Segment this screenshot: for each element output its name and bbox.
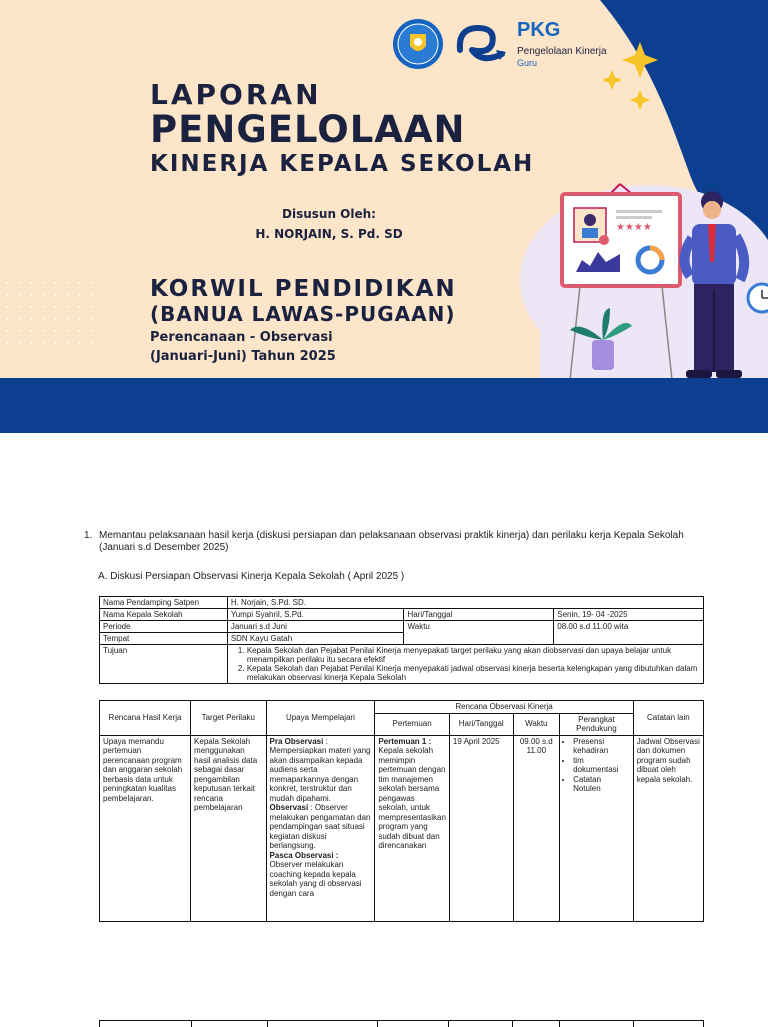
- header-hari-tanggal: Hari/Tanggal: [449, 713, 513, 735]
- tempat-label: Tempat: [100, 633, 228, 645]
- waktu-value: 08.00 s.d 11.00 wita: [554, 621, 704, 645]
- title-line-3: KINERJA KEPALA SEKOLAH: [150, 151, 535, 177]
- plan-table: [99, 700, 704, 922]
- header-rencana-observasi: Rencana Observasi Kinerja: [375, 701, 633, 714]
- cell-pertemuan: [375, 735, 450, 921]
- presentation-illustration: [540, 180, 768, 385]
- hari-value: Senin, 19- 04 -2025: [554, 609, 704, 621]
- hari-label: Hari/Tanggal: [404, 609, 554, 621]
- item-1-number: 1.: [84, 530, 93, 541]
- cell-waktu: 09.00 s.d 11.00: [513, 735, 560, 921]
- org-line-2: (BANUA LAWAS-PUGAAN): [150, 302, 456, 326]
- tujuan-item: 2. Kepala Sekolah dan Pejabat Penilai Kinerja menyepakati jadwal observasi kinerja beserta kelengkapan yang dibutuhkan dalam melakukan observasi kinerja Kepala Sekolah: [247, 664, 700, 682]
- cell-catatan: Jadwal Observasi dan dokumen program sudah dibuat oleh kepala sekolah.: [633, 735, 703, 921]
- header-pertemuan: Pertemuan: [375, 713, 450, 735]
- svg-text:★★★★: ★★★★: [616, 222, 652, 233]
- waktu-label: Waktu: [404, 621, 554, 645]
- header-target: Target Perilaku: [191, 701, 266, 736]
- item-1: [84, 530, 696, 554]
- perangkat-item: • Catatan Notulen: [573, 775, 630, 794]
- header-upaya: Upaya Mempelajari: [266, 701, 375, 736]
- cover-bottom-band: [0, 378, 768, 433]
- tut-wuri-handayani-logo: [392, 18, 444, 70]
- cell-tanggal: 19 April 2025: [449, 735, 513, 921]
- kepsek-value: Yumpi Syahril, S.Pd.: [227, 609, 404, 621]
- cell-target: Kepala Sekolah menggunakan hasil analisis data sebagai dasar pengambilan keputusan terkait rencana pembelajaran: [191, 735, 266, 921]
- pkg-subtitle-guru: Guru: [517, 58, 538, 68]
- upaya-obs-label: Observasi: [269, 803, 309, 812]
- pkg-logo-icon: [452, 20, 510, 70]
- org-line-1: KORWIL PENDIDIKAN: [150, 276, 457, 302]
- pkg-subtitle: Pengelolaan Kinerja: [517, 46, 607, 57]
- periode-value: Januari s.d Juni: [227, 621, 404, 633]
- tempat-value: SDN Kayu Gatah: [227, 633, 404, 645]
- pkg-title: PKG: [517, 19, 561, 41]
- cell-upaya: [266, 735, 375, 921]
- cell-rencana-hasil: Upaya memandu pertemuan perencanaan program dan anggaran sekolah berbasis data untuk peningkatan kualitas pembelajaran.: [100, 735, 191, 921]
- upaya-obs-text: : Observer melakukan pengamatan dan pendampingan saat situasi kegiatan diskusi berlangsung.: [269, 803, 371, 850]
- header-catatan: Catatan lain: [633, 701, 703, 736]
- kepsek-label: Nama Kepala Sekolah: [100, 609, 228, 621]
- upaya-pra-text: : Mempersiapkan materi yang akan disampaikan kepada audiens serta memaparkannya dengan konkret, terstruktur dan mudah dipahami.: [269, 736, 371, 803]
- upaya-pasca-text: Observer melakukan coaching kepada kepala sekolah yang di observasi dengan cara: [269, 860, 362, 898]
- sparkle-icon: [600, 40, 670, 115]
- info-table: [99, 596, 704, 684]
- header-rencana-hasil: Rencana Hasil Kerja: [100, 701, 191, 736]
- pertemuan-text: Kepala sekolah memimpin pertemuan dengan tim manajemen sekolah bersama pengawas sekolah, untuk mempresentasikan program yang sudah dibuat dan direncanakan: [378, 746, 446, 850]
- pendamping-value: H. Norjain, S.Pd. SD.: [227, 597, 703, 609]
- upaya-pra-label: Pra Observasi: [269, 736, 324, 746]
- header-waktu: Waktu: [513, 713, 560, 735]
- dot-pattern: [6, 282, 102, 354]
- item-1-text: Memantau pelaksanaan hasil kerja (diskusi persiapan dan pelaksanaan observasi praktik kinerja) dan perilaku kerja Kepala Sekolah (Januari s.d Desember 2025): [99, 530, 684, 553]
- title-line-2: PENGELOLAAN: [150, 108, 466, 151]
- cell-perangkat: [560, 735, 634, 921]
- period-text: (Januari-Juni) Tahun 2025: [150, 349, 336, 364]
- pendamping-label: Nama Pendamping Satpen: [100, 597, 228, 609]
- title-line-1: LAPORAN: [150, 78, 322, 111]
- tujuan-value: [227, 645, 703, 684]
- section-a-heading: A. Diskusi Persiapan Observasi Kinerja Kepala Sekolah ( April 2025 ): [98, 571, 405, 582]
- cover-page: [0, 0, 768, 433]
- periode-label: Periode: [100, 621, 228, 633]
- prepared-by-label: Disusun Oleh:: [282, 207, 376, 221]
- tujuan-item: 1. Kepala Sekolah dan Pejabat Penilai Kinerja menyepakati target perilaku yang akan diobservasi dan upaya belajar untuk menampilkan perilaku itu secara efektif: [247, 646, 700, 664]
- pertemuan-label: Pertemuan 1 :: [378, 736, 432, 746]
- tujuan-label: Tujuan: [100, 645, 228, 684]
- perangkat-item: • Presensi kehadiran: [573, 737, 630, 756]
- phase-text: Perencanaan - Observasi: [150, 330, 333, 345]
- author-name: H. NORJAIN, S. Pd. SD: [255, 227, 403, 241]
- perangkat-item: • tim dokumentasi: [573, 756, 630, 775]
- header-perangkat: Perangkat Pendukung: [560, 713, 634, 735]
- upaya-pasca-label: Pasca Observasi :: [269, 850, 339, 860]
